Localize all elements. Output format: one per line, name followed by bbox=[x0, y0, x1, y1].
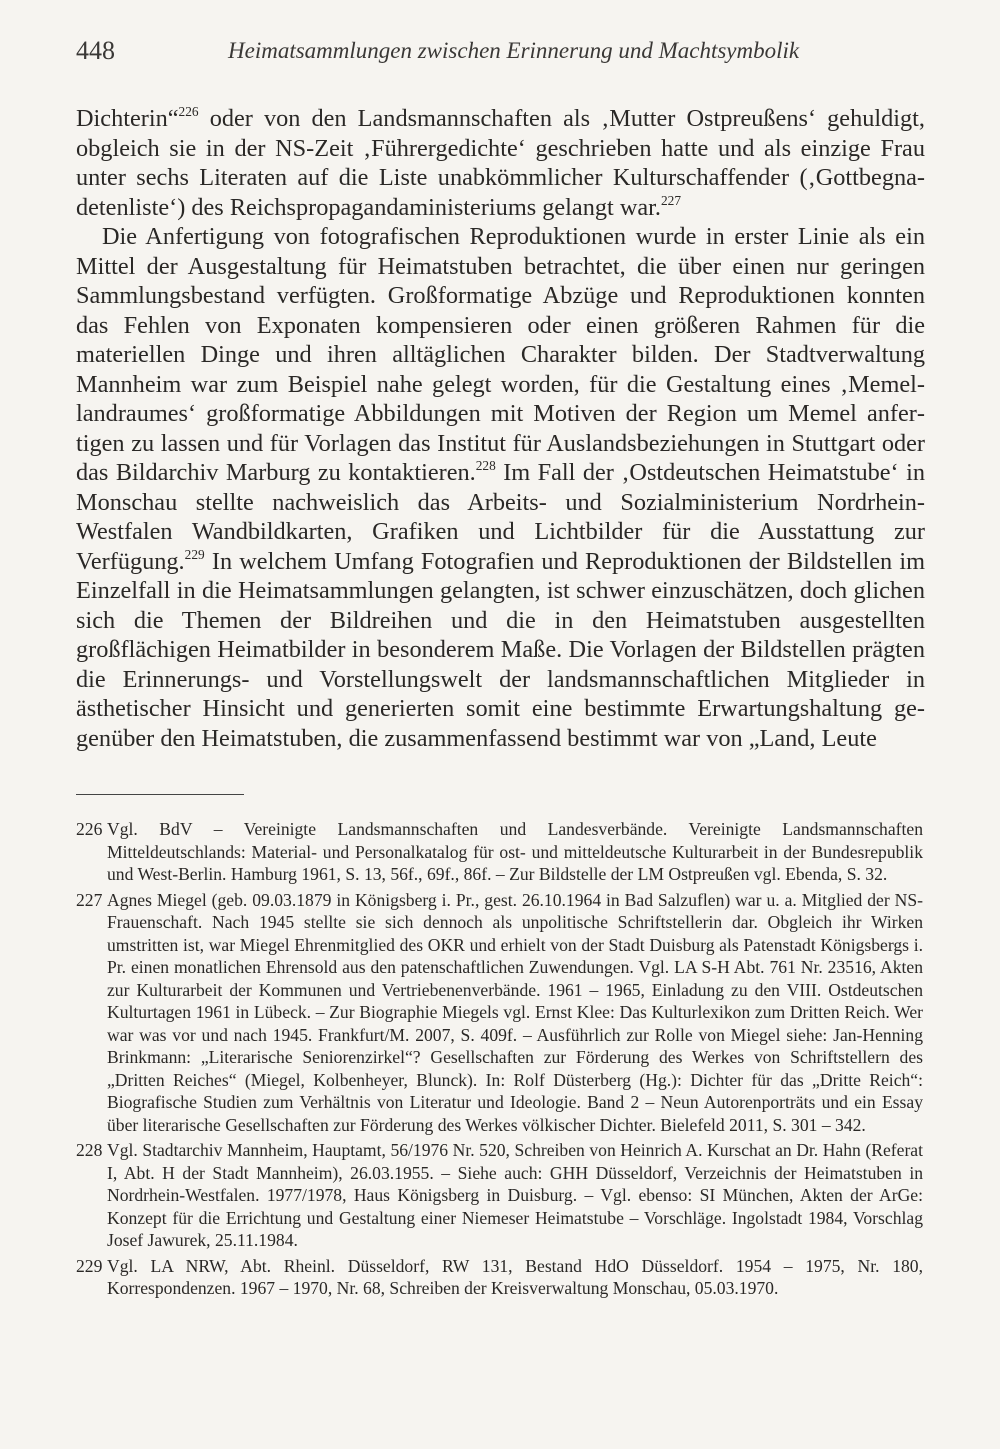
footnote-number: 226 bbox=[76, 819, 103, 839]
page-header bbox=[76, 36, 924, 72]
footnote-text: Vgl. LA NRW, Abt. Rheinl. Düsseldorf, RW 131, Bestand HdO Düsseldorf. 1954 – 1975, Nr. 180, Korrespondenzen. 1967 – 1970, Nr. 68, Schreiben der Kreisverwaltung Monschau, 05.03.1970. bbox=[107, 1255, 923, 1298]
footnote bbox=[76, 1255, 923, 1300]
page-number: 448 bbox=[76, 36, 115, 65]
footnote bbox=[76, 1139, 923, 1252]
footnote-text: Vgl. Stadtarchiv Mannheim, Hauptamt, 56/1976 Nr. 520, Schreiben von Heinrich A. Kurschat an Dr. Hahn (Referat I, Abt. H der Stadt Mannheim), 26.03.1955. – Siehe auch: GHH Düsseldorf, Verzeichnis der Heimatstuben in Nordrhein-Westfalen. 1977/1978, Haus Königsberg in Duisburg. – Vgl. ebenso: SI München, Akten der ArGe: Konzept für die Errichtung und Gestaltung einer Niemeser Heimatstube – Vorschläge. Ingolstadt 1984, Vorschlag Josef Jawurek, 25.11.1984. bbox=[107, 1140, 923, 1250]
footnote-number: 229 bbox=[76, 1255, 103, 1276]
footnote-ref: 228 bbox=[475, 458, 496, 474]
footnote-ref: 229 bbox=[184, 546, 205, 562]
text-run: Im Fall der ‚Ostdeutschen Heimatstube‘ in Monschau stellte nachweislich das Arbeits- und Sozialministerium Nordrhein-Westfalen Wandbildkarten, Grafiken und Lichtbilder für die Ausstattung zur Verfügung. bbox=[76, 459, 925, 575]
main-text bbox=[76, 104, 925, 753]
footnote-number: 227 bbox=[76, 889, 103, 910]
footnote bbox=[76, 889, 923, 1137]
running-title: Heimatsammlungen zwischen Erinnerung und Machtsymbolik bbox=[228, 38, 800, 63]
text-run: Die Anfertigung von fotografischen Reproduktionen wurde in erster Linie als ein Mittel der Ausgestaltung für Heimatstuben betrachtet, die über einen nur geringen Sammlungsbestand verfügten. Großformatige Abzüge und Reproduktionen konnten das Fehlen von Exponaten kompensieren oder einen größeren Rahmen für die materiellen Dinge und ihren alltäglichen Charakter bilden. Der Stadtverwaltung Mannheim war zum Beispiel nahe gelegt worden, für die Gestaltung eines ‚Memellandraumes‘ großformatige Abbildungen mit Motiven der Region um Memel anfertigen zu lassen und für Vorlagen das Institut für Auslandsbeziehungen in Stuttgart oder das Bildarchiv Marburg zu kontaktieren. bbox=[76, 223, 925, 486]
footnote-ref: 227 bbox=[661, 192, 682, 208]
paragraph bbox=[76, 222, 925, 753]
footnote-text: Agnes Miegel (geb. 09.03.1879 in Königsberg i. Pr., gest. 26.10.1964 in Bad Salzuflen) war u. a. Mitglied der NS-Frauenschaft. Nach 1945 stellte sie sich dennoch als unpolitische Schriftstellerin dar. Obgleich ihr Wirken umstritten ist, war Miegel Ehrenmitglied des OKR und erhielt von der Stadt Duisburg als Patenstadt Königsbergs i. Pr. einen monatlichen Ehrensold aus den patenschaftlichen Zuwendungen. Vgl. LA S-H Abt. 761 Nr. 23516, Akten zur Kulturarbeit der Kommunen und Vertriebenenverbände. 1961 – 1965, Einladung zu den VIII. Ostdeutschen Kulturtagen 1961 in Lübeck. – Zur Biographie Miegels vgl. Ernst Klee: Das Kulturlexikon zum Dritten Reich. Wer war was vor und nach 1945. Frankfurt/M. 2007, S. 409f. – Ausführlich zur Rolle von Miegel siehe: Jan-Henning Brinkmann: „Literarische Seniorenzirkel“? Gesellschaften zur Förderung des Werkes von Schriftstellern des „Dritten Reiches“ (Miegel, Kolbenheyer, Blunck). In: Rolf Düsterberg (Hg.): Dichter für das „Dritte Reich“: Biografische Studien zum Verhältnis von Literatur und Ideologie. Band 2 – Neun Autorenporträts und ein Essay über literarische Gesellschaften zur Förderung des Werkes völkischer Dichter. Bielefeld 2011, S. 301 – 342. bbox=[107, 889, 923, 1135]
paragraph bbox=[76, 104, 925, 222]
footnotes bbox=[76, 818, 923, 1303]
text-run: Dichterin“ bbox=[76, 105, 179, 132]
footnote-text: Vgl. BdV – Vereinigte Landsmannschaften und Landesverbände. Vereinigte Landsmannschaften Mitteldeutschlands: Material- und Personalkatalog für ost- und mitteldeutsche Kulturarbeit in der Bundesrepublik und West-Berlin. Hamburg 1961, S. 13, 56f., 69f., 86f. – Zur Bildstelle der LM Ostpreußen vgl. Ebenda, S. 32. bbox=[107, 819, 923, 884]
text-run: In welchem Umfang Fotografien und Reproduktionen der Bildstellen im Einzelfall in die Heimatsammlungen gelangten, ist schwer einzuschätzen, doch glichen sich die Themen der Bildreihen und die in den Heimatstuben ausgestellten großflächigen Heimatbilder in besonderem Maße. Die Vorlagen der Bildstellen prägten die Erinnerungs- und Vorstellungswelt der landsmannschaftlichen Mitglieder in ästhetischer Hinsicht und generierten somit eine bestimmte Erwartungshaltung gegenüber den Heimatstuben, die zusammenfassend bestimmt war von „Land, Leute bbox=[76, 547, 925, 752]
text-run: oder von den Landsmannschaften als ‚Mutter Ostpreußens‘ gehuldigt, obgleich sie in der NS-Zeit ‚Führergedichte‘ geschrieben hatte und als einzige Frau unter sechs Literaten auf die Liste unabkömmlicher Kulturschaffender (‚Gottbegnadetenliste‘) des Reichspropagandaministeriums gelangt war. bbox=[76, 105, 925, 221]
footnote-number: 228 bbox=[76, 1140, 103, 1160]
footnote-separator bbox=[76, 794, 244, 795]
footnote bbox=[76, 818, 923, 886]
footnote-ref: 226 bbox=[178, 104, 199, 120]
